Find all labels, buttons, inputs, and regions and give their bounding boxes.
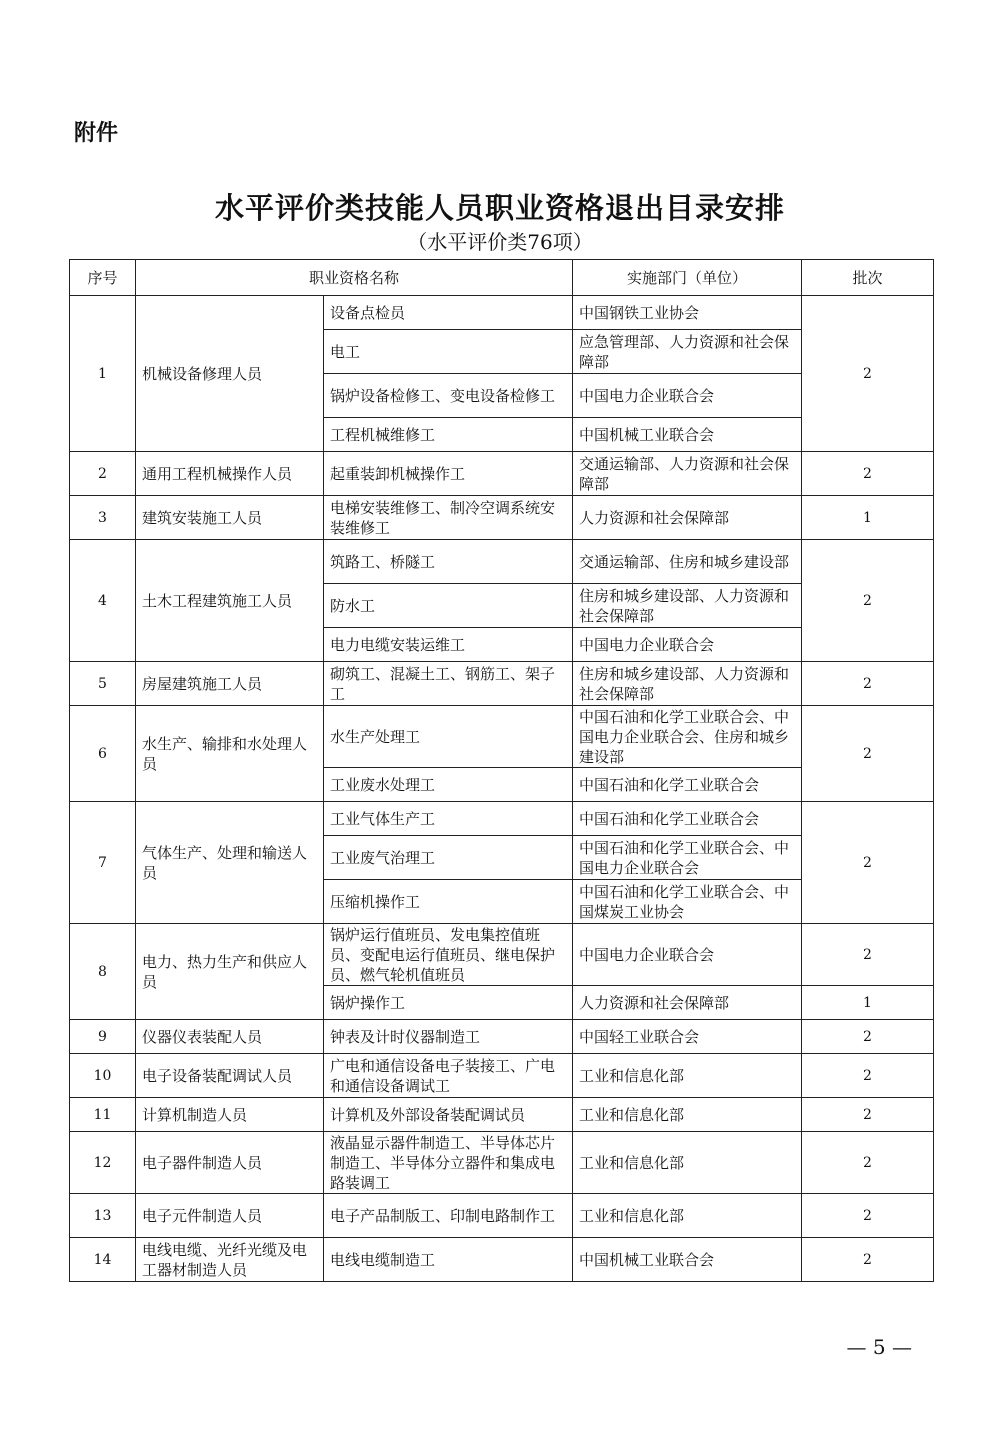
category-name: 土木工程建筑施工人员 bbox=[136, 540, 324, 662]
table-row bbox=[70, 1020, 934, 1054]
qualification-name: 锅炉设备检修工、变电设备检修工 bbox=[324, 374, 573, 418]
department-name: 中国电力企业联合会 bbox=[573, 374, 802, 418]
batch-number: 2 bbox=[802, 924, 934, 986]
qualification-name: 锅炉操作工 bbox=[324, 986, 573, 1020]
batch-number: 1 bbox=[802, 496, 934, 540]
department-name: 住房和城乡建设部、人力资源和社会保障部 bbox=[573, 662, 802, 706]
department-name: 人力资源和社会保障部 bbox=[573, 986, 802, 1020]
batch-number: 2 bbox=[802, 296, 934, 452]
department-name: 住房和城乡建设部、人力资源和社会保障部 bbox=[573, 584, 802, 628]
qualification-name: 工业气体生产工 bbox=[324, 802, 573, 836]
qualification-name: 钟表及计时仪器制造工 bbox=[324, 1020, 573, 1054]
qualification-name: 防水工 bbox=[324, 584, 573, 628]
batch-number: 2 bbox=[802, 1098, 934, 1132]
table-row bbox=[70, 1238, 934, 1282]
qualification-name: 计算机及外部设备装配调试员 bbox=[324, 1098, 573, 1132]
table-row bbox=[70, 1132, 934, 1194]
batch-number: 2 bbox=[802, 1020, 934, 1054]
attachment-label: 附件 bbox=[74, 121, 119, 146]
qualification-name: 锅炉运行值班员、发电集控值班员、变配电运行值班员、继电保护员、燃气轮机值班员 bbox=[324, 924, 573, 986]
table-row bbox=[70, 1194, 934, 1238]
header-name: 职业资格名称 bbox=[136, 260, 573, 296]
department-name: 中国石油和化学工业联合会、中国煤炭工业协会 bbox=[573, 880, 802, 924]
batch-number: 2 bbox=[802, 1054, 934, 1098]
qualification-name: 电线电缆制造工 bbox=[324, 1238, 573, 1282]
qualification-name: 砌筑工、混凝土工、钢筋工、架子工 bbox=[324, 662, 573, 706]
department-name: 中国石油和化学工业联合会、中国电力企业联合会、住房和城乡建设部 bbox=[573, 706, 802, 768]
qualification-name: 水生产处理工 bbox=[324, 706, 573, 768]
row-number: 10 bbox=[70, 1054, 136, 1098]
qualification-name: 电力电缆安装运维工 bbox=[324, 628, 573, 662]
row-number: 6 bbox=[70, 706, 136, 802]
row-number: 7 bbox=[70, 802, 136, 924]
department-name: 工业和信息化部 bbox=[573, 1194, 802, 1238]
row-number: 3 bbox=[70, 496, 136, 540]
department-name: 工业和信息化部 bbox=[573, 1054, 802, 1098]
department-name: 中国石油和化学工业联合会、中国电力企业联合会 bbox=[573, 836, 802, 880]
category-name: 电力、热力生产和供应人员 bbox=[136, 924, 324, 1020]
department-name: 中国电力企业联合会 bbox=[573, 924, 802, 986]
qualification-name: 工业废水处理工 bbox=[324, 768, 573, 802]
category-name: 水生产、输排和水处理人员 bbox=[136, 706, 324, 802]
qualification-name: 设备点检员 bbox=[324, 296, 573, 330]
row-number: 11 bbox=[70, 1098, 136, 1132]
table-row bbox=[70, 706, 934, 768]
qualification-name: 广电和通信设备电子装接工、广电和通信设备调试工 bbox=[324, 1054, 573, 1098]
header-batch: 批次 bbox=[802, 260, 934, 296]
category-name: 气体生产、处理和输送人员 bbox=[136, 802, 324, 924]
batch-number: 2 bbox=[802, 540, 934, 662]
department-name: 人力资源和社会保障部 bbox=[573, 496, 802, 540]
batch-number: 2 bbox=[802, 706, 934, 802]
category-name: 电子元件制造人员 bbox=[136, 1194, 324, 1238]
row-number: 12 bbox=[70, 1132, 136, 1194]
category-name: 房屋建筑施工人员 bbox=[136, 662, 324, 706]
department-name: 中国电力企业联合会 bbox=[573, 628, 802, 662]
row-number: 9 bbox=[70, 1020, 136, 1054]
category-name: 建筑安装施工人员 bbox=[136, 496, 324, 540]
qualification-name: 工程机械维修工 bbox=[324, 418, 573, 452]
table-row bbox=[70, 496, 934, 540]
category-name: 通用工程机械操作人员 bbox=[136, 452, 324, 496]
qualification-name: 电梯安装维修工、制冷空调系统安装维修工 bbox=[324, 496, 573, 540]
batch-number: 2 bbox=[802, 1238, 934, 1282]
table-row bbox=[70, 540, 934, 584]
row-number: 8 bbox=[70, 924, 136, 1020]
table-row bbox=[70, 924, 934, 986]
department-name: 工业和信息化部 bbox=[573, 1098, 802, 1132]
department-name: 中国轻工业联合会 bbox=[573, 1020, 802, 1054]
qualification-name: 电子产品制版工、印制电路制作工 bbox=[324, 1194, 573, 1238]
table-row bbox=[70, 662, 934, 706]
category-name: 计算机制造人员 bbox=[136, 1098, 324, 1132]
row-number: 14 bbox=[70, 1238, 136, 1282]
category-name: 电子设备装配调试人员 bbox=[136, 1054, 324, 1098]
table-row bbox=[70, 452, 934, 496]
batch-number: 2 bbox=[802, 1132, 934, 1194]
qualification-name: 起重装卸机械操作工 bbox=[324, 452, 573, 496]
batch-number: 2 bbox=[802, 452, 934, 496]
category-name: 仪器仪表装配人员 bbox=[136, 1020, 324, 1054]
category-name: 电子器件制造人员 bbox=[136, 1132, 324, 1194]
category-name: 机械设备修理人员 bbox=[136, 296, 324, 452]
table-header-row bbox=[70, 260, 934, 296]
qualification-name: 电工 bbox=[324, 330, 573, 374]
document-title: 水平评价类技能人员职业资格退出目录安排 bbox=[214, 191, 785, 225]
department-name: 交通运输部、人力资源和社会保障部 bbox=[573, 452, 802, 496]
document-subtitle: （水平评价类76项） bbox=[407, 230, 593, 254]
table-row bbox=[70, 802, 934, 836]
department-name: 中国机械工业联合会 bbox=[573, 1238, 802, 1282]
department-name: 工业和信息化部 bbox=[573, 1132, 802, 1194]
department-name: 中国石油和化学工业联合会 bbox=[573, 802, 802, 836]
department-name: 应急管理部、人力资源和社会保障部 bbox=[573, 330, 802, 374]
department-name: 中国石油和化学工业联合会 bbox=[573, 768, 802, 802]
row-number: 2 bbox=[70, 452, 136, 496]
department-name: 中国机械工业联合会 bbox=[573, 418, 802, 452]
department-name: 交通运输部、住房和城乡建设部 bbox=[573, 540, 802, 584]
qualification-name: 压缩机操作工 bbox=[324, 880, 573, 924]
table-body bbox=[70, 296, 934, 1282]
row-number: 4 bbox=[70, 540, 136, 662]
qualification-name: 工业废气治理工 bbox=[324, 836, 573, 880]
row-number: 1 bbox=[70, 296, 136, 452]
qualification-name: 筑路工、桥隧工 bbox=[324, 540, 573, 584]
batch-number: 1 bbox=[802, 986, 934, 1020]
row-number: 5 bbox=[70, 662, 136, 706]
category-name: 电线电缆、光纤光缆及电工器材制造人员 bbox=[136, 1238, 324, 1282]
batch-number: 2 bbox=[802, 662, 934, 706]
table-row bbox=[70, 296, 934, 330]
page-number: — 5 — bbox=[846, 1335, 912, 1359]
qualification-table bbox=[69, 259, 934, 1282]
table-row bbox=[70, 1098, 934, 1132]
batch-number: 2 bbox=[802, 1194, 934, 1238]
qualification-name: 液晶显示器件制造工、半导体芯片制造工、半导体分立器件和集成电路装调工 bbox=[324, 1132, 573, 1194]
batch-number: 2 bbox=[802, 802, 934, 924]
department-name: 中国钢铁工业协会 bbox=[573, 296, 802, 330]
table-row bbox=[70, 1054, 934, 1098]
header-number: 序号 bbox=[70, 260, 136, 296]
header-department: 实施部门（单位） bbox=[573, 260, 802, 296]
row-number: 13 bbox=[70, 1194, 136, 1238]
